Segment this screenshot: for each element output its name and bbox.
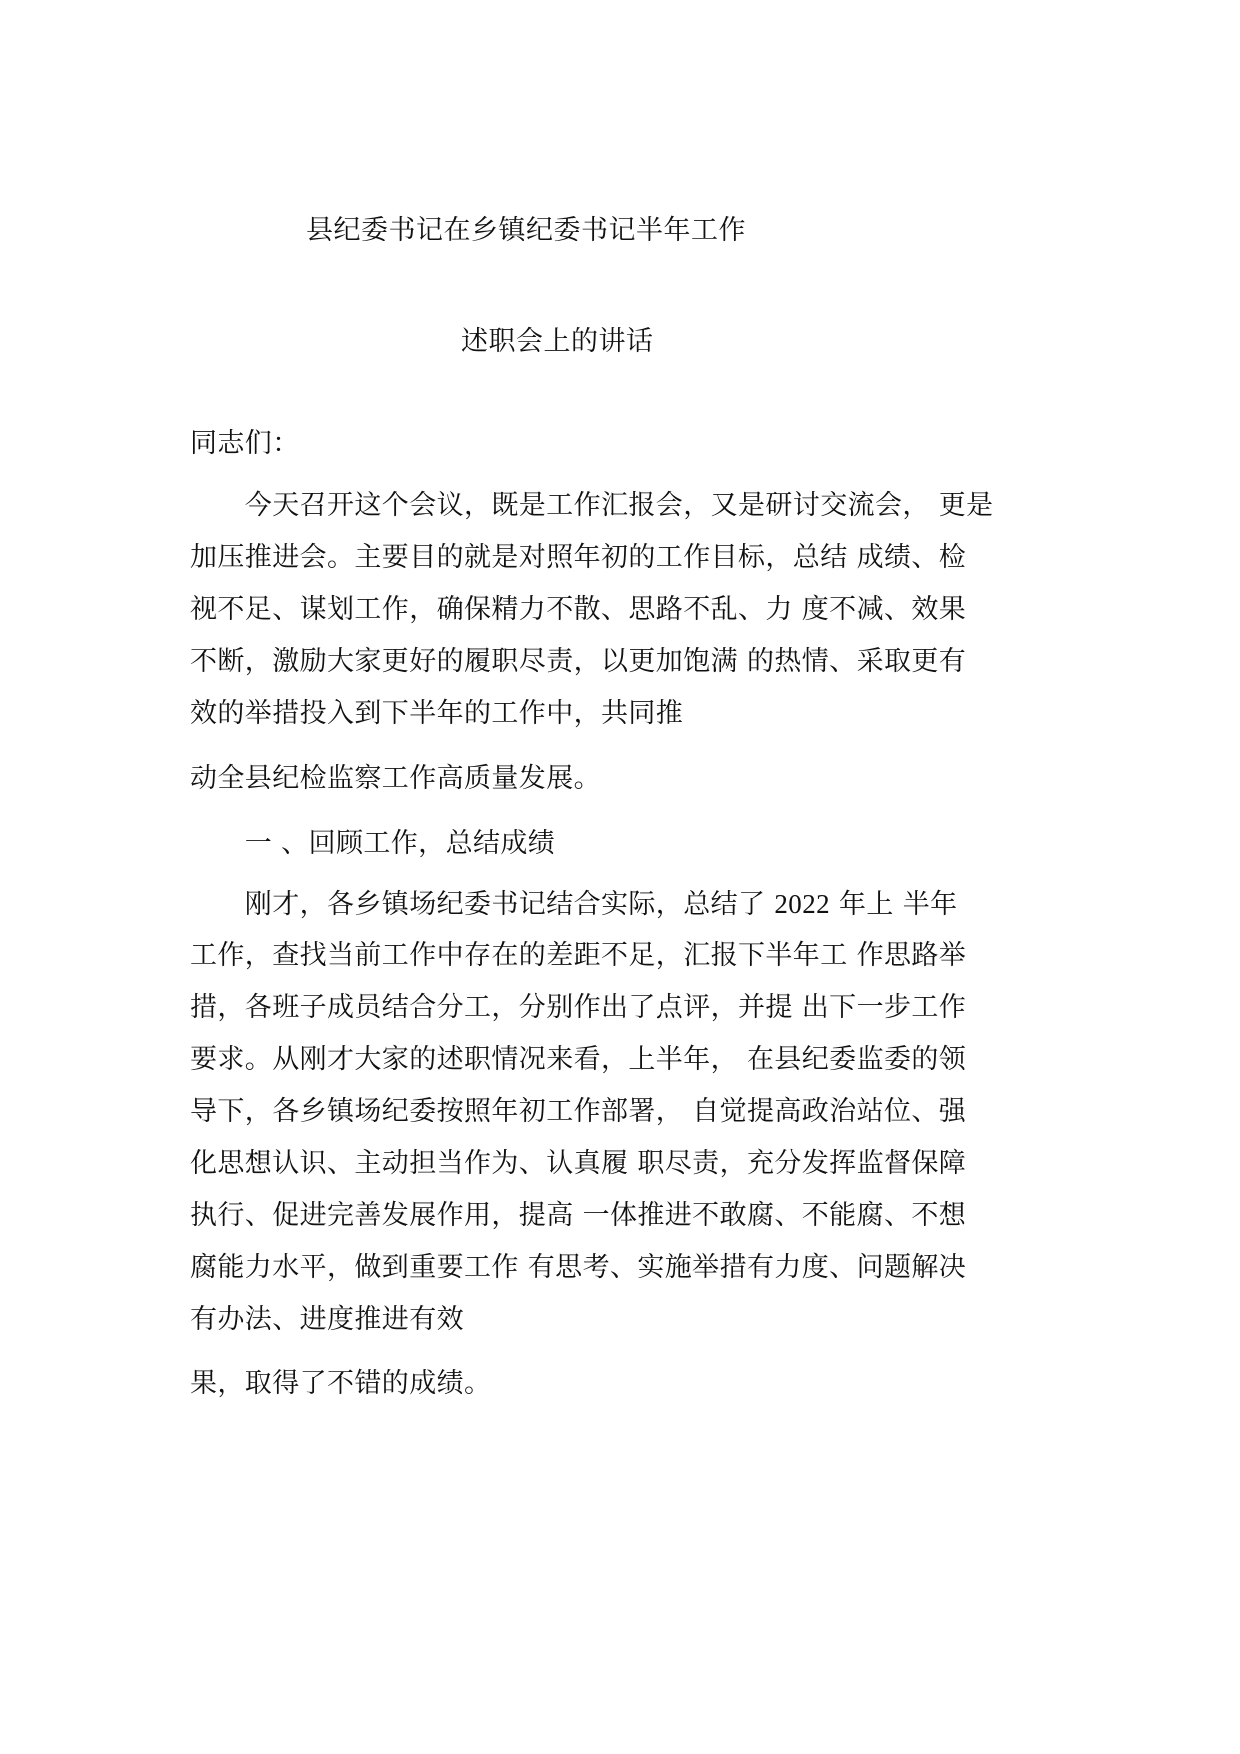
section-1-heading: 一 、回顾工作，总结成绩 [190, 828, 556, 859]
paragraph-1 [190, 480, 1060, 740]
paragraph-2-line: 要求。从刚才大家的述职情况来看，上半年， 在县纪委监委的领 [190, 1044, 967, 1075]
paragraph-2-line: 腐能力水平，做到重要工作 有思考、实施举措有力度、问题解决 [190, 1252, 967, 1283]
document-title-line2: 述职会上的讲话 [461, 326, 654, 357]
paragraph-1-tail: 动全县纪检监察工作高质量发展。 [190, 763, 601, 794]
paragraph-2-year: 2022 [774, 889, 830, 919]
paragraph-2-line: 有办法、进度推进有效 [190, 1304, 464, 1335]
paragraph-2-line1-after: 年上 半年 [830, 889, 958, 920]
paragraph-2-line: 导下，各乡镇场纪委按照年初工作部署， 自觉提高政治站位、强 [190, 1096, 967, 1127]
paragraph-2-line: 措，各班子成员结合分工，分别作出了点评，并提 出下一步工作 [190, 992, 967, 1023]
paragraph-2-line: 工作，查找当前工作中存在的差距不足，汇报下半年工 作思路举 [190, 940, 967, 971]
paragraph-1-line: 视不足、谋划工作，确保精力不散、思路不乱、力 度不减、效果 [190, 594, 967, 625]
paragraph-1-line: 效的举措投入到下半年的工作中，共同推 [190, 698, 684, 729]
paragraph-1-line: 不断，激励大家更好的履职尽责，以更加饱满 的热情、采取更有 [190, 646, 967, 677]
paragraph-2-tail: 果，取得了不错的成绩。 [190, 1368, 492, 1399]
paragraph-2-line: 化思想认识、主动担当作为、认真履 职尽责，充分发挥监督保障 [190, 1148, 967, 1179]
paragraph-2 [190, 878, 1060, 1346]
paragraph-2-line [190, 878, 1060, 930]
paragraph-2-line1-before: 刚才，各乡镇场纪委书记结合实际，总结了 [190, 889, 775, 920]
paragraph-1-line: 今天召开这个会议，既是工作汇报会，又是研讨交流会， 更是 [190, 490, 994, 521]
paragraph-2-line: 执行、促进完善发展作用，提高 一体推进不敢腐、不能腐、不想 [190, 1200, 967, 1231]
paragraph-1-line: 加压推进会。主要目的就是对照年初的工作目标，总结 成绩、检 [190, 542, 967, 573]
salutation: 同志们： [190, 428, 300, 459]
document-title-line1: 县纪委书记在乡镇纪委书记半年工作 [306, 215, 746, 246]
